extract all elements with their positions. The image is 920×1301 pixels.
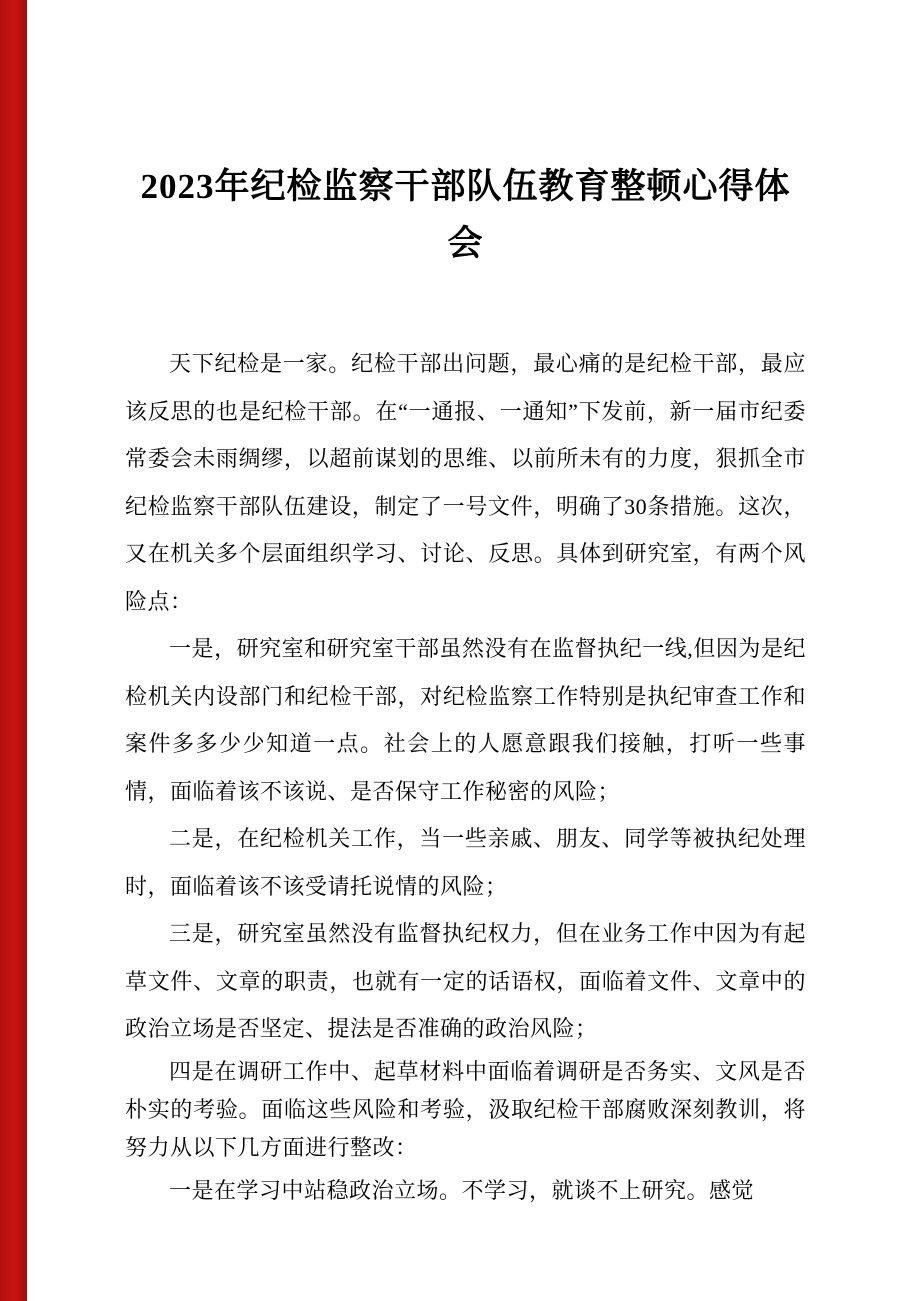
paragraph: 三是，研究室虽然没有监督执纪权力，但在业务工作中因为有起草文件、文章的职责，也就有一定的话语权，面临着文件、文章中的政治立场是否坚定、提法是否准确的政治风险； <box>125 921 806 1041</box>
paragraph: 一是在学习中站稳政治立场。不学习，就谈不上研究。感觉 <box>169 1177 755 1203</box>
document-content <box>125 0 806 1301</box>
document-title: 2023年纪检监察干部队伍教育整顿心得体会 <box>140 167 791 263</box>
document-body <box>125 340 806 1214</box>
paragraph: 一是，研究室和研究室干部虽然没有在监督执纪一线,但因为是纪检机关内设部门和纪检干部，对纪检监察工作特别是执纪审查工作和案件多多少少知道一点。社会上的人愿意跟我们接触，打听一些事情，面临着该不该说、是否保守工作秘密的风险； <box>125 636 806 804</box>
paragraph: 四是在调研工作中、起草材料中面临着调研是否务实、文风是否朴实的考验。面临这些风险和考验，汲取纪检干部腐败深刻教训，将努力从以下几方面进行整改： <box>125 1058 806 1160</box>
paragraph: 二是，在纪检机关工作，当一些亲戚、朋友、同学等被执纪处理时，面临着该不该受请托说情的风险； <box>125 826 806 899</box>
paragraph: 天下纪检是一家。纪检干部出问题，最心痛的是纪检干部，最应该反思的也是纪检干部。在“一通报、一通知”下发前，新一届市纪委常委会未雨绸缪，以超前谋划的思维、以前所未有的力度，狠抓全市纪检监察干部队伍建设，制定了一号文件，明确了30条措施。这次，又在机关多个层面组织学习、讨论、反思。具体到研究室，有两个风险点： <box>125 351 806 614</box>
left-red-edge-bar <box>0 0 27 1301</box>
